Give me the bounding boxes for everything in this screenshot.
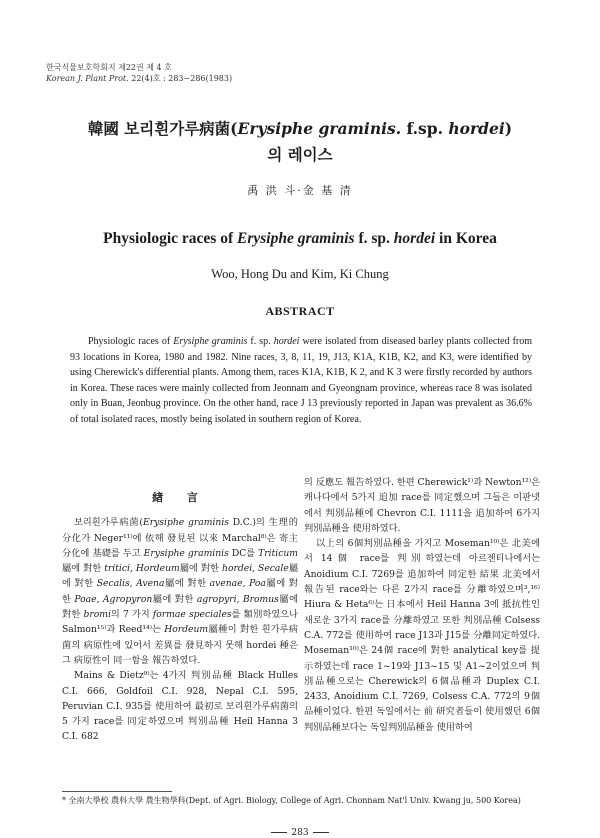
- text-seg: D.C.)의 生理的 分化가 Neger¹¹⁾에 依해 發見된 以來 Marchal⁸⁾은 寄主分化에 基礎를 두고: [62, 517, 298, 559]
- page-number-dash-left: [271, 832, 287, 833]
- journal-issue-pages: 22(4)호 : 283~286(1983): [128, 74, 233, 83]
- page-number-value: 283: [291, 828, 309, 838]
- page-number: [0, 828, 600, 838]
- text-seg: 屬에 對한: [62, 578, 298, 605]
- intro-paragraph-3: 以上의 6個判別品種을 가지고 Moseman¹⁰⁾은 北美에서 14個 race를 判別하였는데 아르젠티나에서는 Anoidium C.I. 7269를 追加하여 同定한 結果 北美에서 報告된 race와는 다른 2가지 race를 分離하였으며³,¹⁶⁾ Hiura & Heta⁶⁾는 日本에서 Heil Hanna 3에 抵抗性인 새로운 3가지 race를 分離하였고 또한 判別品種 Colsess C.A. 772를 使用하여 race J13과 J15를 分離同定하였다. Moseman¹⁰⁾은 24個 race에 對한 analytical key를 提示하였는데 race 1~19와 J13~15 및 A1~2이었으며 判別品種으로는 Cherewick의 6個品種과 Duplex C.I. 2433, Anoidium C.I. 7269, Colsess C.A. 772의 9個品種이었다. 한편 독일에서는 前 研究者들이 使用했던 6個判別品種보다는 독일判別品種을 使用하여: [304, 538, 540, 733]
- text-seg: 屬에 對한: [62, 593, 298, 621]
- text-seg: 屬에 對한: [164, 578, 210, 590]
- title-en-species: Erysiphe graminis: [237, 230, 355, 247]
- text-ital: bromi: [83, 609, 111, 621]
- intro-paragraph-1: [62, 515, 298, 668]
- title-en-part2: f. sp.: [354, 230, 394, 247]
- footnote: * 全南大學校 農科大學 農生物學科(Dept. of Agri. Biology, College of Agri. Chonnam Nat'l Univ. Kwang ju, 500 Korea): [62, 796, 521, 805]
- abstract-body: were isolated from diseased barley plants collected from 93 locations in Korea, 1980 and 1982. Nine races, 3, 8, 11, 19, J13, K1A, K1B, K2, and K3, were identified by using Cherewick's differential plants. Among them, races K1A, K1B, K 2, and K 3 were firstly recorded by authors in Korea. These races were mainly collected from Jeonnam and Gyeongnam province, whereas race 8 was isolated only in Buan, Jeonbug province. On the other hand, race J 13 previously reported in Japan was prevalent as 36.6% of total isolated races, mostly being isolated in southern region of Korea.: [70, 336, 533, 425]
- text-ital: Secalis, Avena: [96, 578, 165, 590]
- text-seg: 보리흰가루病菌(: [74, 517, 144, 529]
- title-en-forma: hordei: [393, 230, 436, 247]
- page-number-dash-right: [313, 832, 329, 833]
- journal-volume-line: [46, 73, 232, 84]
- text-ital: Hordeum: [164, 624, 209, 636]
- abstract-seg: f. sp.: [247, 336, 274, 347]
- title-ko-forma: hordei: [448, 119, 505, 138]
- title-en-part3: in Korea: [435, 230, 497, 247]
- section-heading-introduction: 緖 言: [152, 491, 208, 504]
- text-ital: agropyri, Bromus: [196, 593, 279, 605]
- text-seg: 屬에 對한: [179, 563, 223, 575]
- intro-paragraph-2: Mains & Dietz⁹⁾는 4가지 判別品種 Black Hulles C.I. 666, Goldfoil C.I. 928, Nepal C.I. 595, Peruvian C.I. 935를 使用하여 最初로 보리흰가루病菌의 5 가지 race를 同定하였으며 判別品種 Heil Hanna 3 C.I. 682: [62, 670, 298, 743]
- title-korean: [0, 118, 600, 140]
- text-ital: Triticum: [258, 547, 298, 559]
- title-ko-species: Erysiphe graminis.: [237, 119, 402, 138]
- text-ital: Erysiphe graminis: [143, 517, 229, 529]
- title-english: [0, 230, 600, 248]
- journal-name-ko: 한국식물보호학회지 제22권 제 4 호: [46, 63, 172, 72]
- title-en-part1: Physiologic races of: [103, 230, 238, 247]
- text-seg: 를 類別하였으나 Salmon¹⁵⁾과 Reed¹⁴⁾는: [62, 609, 299, 636]
- abstract-species: Erysiphe graminis: [173, 336, 248, 347]
- abstract-forma: hordei: [273, 336, 300, 347]
- text-ital: formae speciales: [152, 609, 232, 621]
- text-seg: 의 7 가지: [110, 609, 153, 621]
- abstract-heading: ABSTRACT: [265, 304, 335, 318]
- right-column: [304, 475, 540, 735]
- abstract-seg: Physiologic races of: [88, 336, 174, 347]
- text-ital: tritici, Hordeum: [104, 563, 180, 575]
- journal-name-en: Korean J. Plant Prot.: [46, 74, 129, 83]
- intro-paragraph-2-cont: 의 反應도 報告하였다. 한편 Cherewick¹⁾과 Newton¹²⁾은 캐나다에서 5가지 追加 race를 同定했으며 그들은 이판넷에서 判別品種에 Chevron C.I. 1111을 追加하여 6가지 判別品種을 使用하였다.: [304, 477, 540, 534]
- authors-korean: 禹 洪 斗·金 基 清: [247, 184, 353, 197]
- text-ital: Erysiphe graminis: [143, 547, 229, 559]
- text-seg: DC를: [228, 547, 259, 559]
- text-seg: 屬種이 對한 흰가루病菌의 病原性에 있어서 差異를 發見하지 못해 hordei 種은 그 病原性이 同一함을 報告하였다.: [62, 624, 298, 666]
- text-seg: 屬에 對한: [152, 593, 197, 605]
- text-ital: hordei, Secale: [222, 563, 289, 575]
- text-ital: Poae, Agropyron: [74, 593, 153, 605]
- title-ko-part2: f.sp.: [401, 119, 449, 138]
- authors-english: Woo, Hong Du and Kim, Ki Chung: [211, 267, 389, 281]
- text-seg: 屬에 對한: [62, 563, 105, 575]
- left-column: [62, 490, 298, 745]
- text-ital: avenae, Poa: [209, 578, 266, 590]
- footnote-rule: [62, 791, 172, 792]
- title-korean-line2: 의 레이스: [267, 145, 333, 164]
- title-ko-part1: 韓國 보리흰가루病菌(: [87, 119, 238, 138]
- title-ko-part3: ): [504, 119, 513, 138]
- journal-citation: [46, 62, 232, 84]
- text-seg: 屬에 對한: [62, 563, 299, 590]
- abstract-text: [70, 334, 532, 428]
